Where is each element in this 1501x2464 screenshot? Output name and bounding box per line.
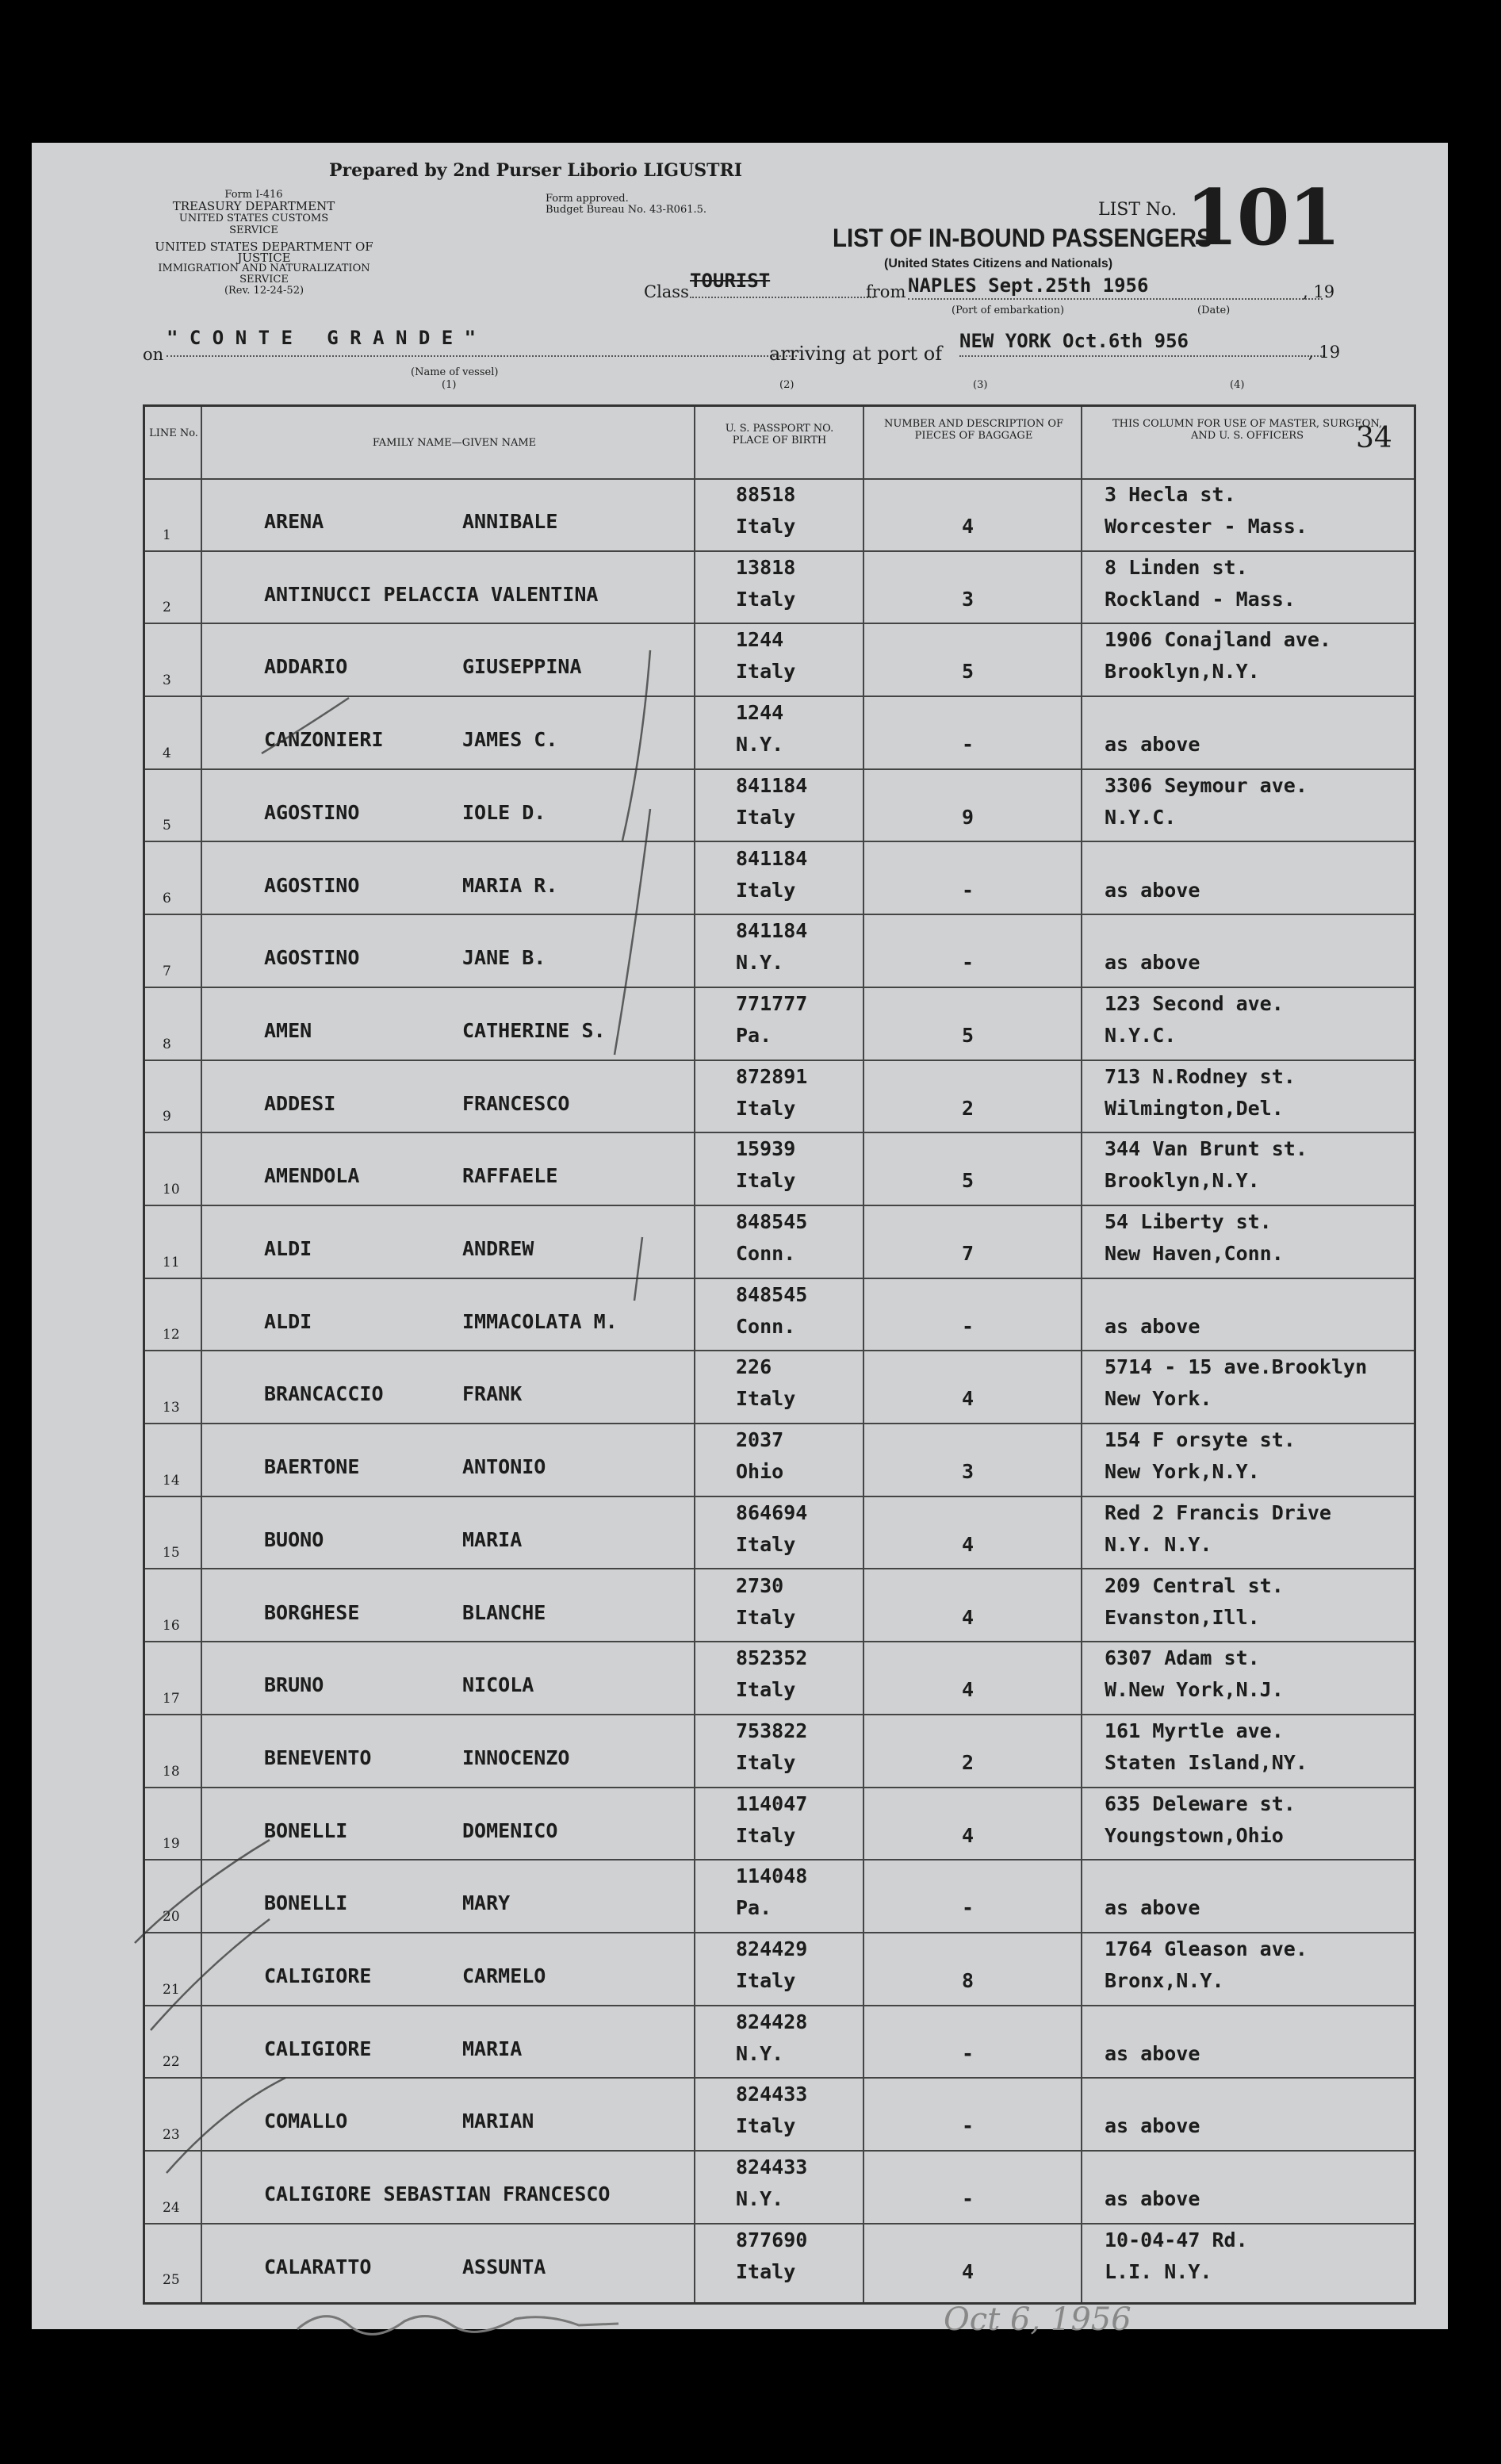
from-label: from: [866, 282, 906, 301]
given-name: FRANCESCO: [462, 1091, 570, 1115]
header-name: FAMILY NAME—GIVEN NAME: [372, 437, 537, 449]
address-line-1: 635 Deleware st.: [1105, 1791, 1296, 1815]
address-line-1: 209 Central st.: [1105, 1573, 1284, 1597]
baggage-count: 4: [962, 1605, 975, 1629]
address-line-2: Brooklyn,N.Y.: [1105, 660, 1260, 684]
line-number: 25: [163, 2272, 180, 2289]
baggage-count: 2: [962, 1750, 975, 1774]
passport-number: 114047: [736, 1791, 808, 1815]
baggage-count: 9: [962, 805, 975, 829]
baggage-count: -: [962, 878, 975, 902]
family-name: BRUNO: [264, 1673, 324, 1697]
passport-number: 114048: [736, 1864, 808, 1888]
justice-department: UNITED STATES DEPARTMENT OF JUSTICE: [155, 240, 373, 265]
baggage-count: 3: [962, 1460, 975, 1484]
given-name: MARIA: [462, 1527, 523, 1551]
passport-number: 824433: [736, 2156, 808, 2179]
embarkation-value: NAPLES Sept.25th 1956: [908, 274, 1323, 300]
family-name: CALIGIORE SEBASTIAN FRANCESCO: [264, 2182, 611, 2206]
address-line-1: 3 Hecla st.: [1105, 483, 1236, 506]
family-name: ADDARIO: [264, 655, 348, 679]
family-name: AGOSTINO: [264, 946, 360, 970]
family-name: BRANCACCIO: [264, 1382, 384, 1406]
signature: [293, 2301, 626, 2348]
family-name: CALIGIORE: [264, 2037, 372, 2060]
class-label: Class: [644, 282, 689, 301]
pencil-stroke-1: [622, 650, 650, 841]
address-line-2: N.Y. N.Y.: [1105, 1532, 1212, 1556]
year-prefix-1: , 19: [1303, 282, 1335, 301]
baggage-count: 5: [962, 1169, 975, 1193]
address-line-2: New Haven,Conn.: [1105, 1242, 1284, 1265]
family-name: AGOSTINO: [264, 800, 360, 824]
place-of-birth: Ohio: [736, 1460, 784, 1484]
baggage-count: -: [962, 1896, 975, 1920]
family-name: CANZONIERI: [264, 728, 384, 752]
manifest-page: [32, 143, 1448, 2338]
address-line-2: Evanston,Ill.: [1105, 1605, 1260, 1629]
address-line-2: as above: [1105, 733, 1200, 757]
address-line-2: L.I. N.Y.: [1105, 2259, 1212, 2283]
baggage-count: 8: [962, 1969, 975, 1992]
place-of-birth: N.Y.: [736, 2041, 784, 2065]
address-line-1: 5714 - 15 ave.Brooklyn: [1105, 1355, 1368, 1379]
passport-number: 2037: [736, 1428, 784, 1452]
passport-number: 2730: [736, 1573, 784, 1597]
place-of-birth: Pa.: [736, 1023, 772, 1047]
address-line-1: 713 N.Rodney st.: [1105, 1064, 1296, 1088]
baggage-count: -: [962, 733, 975, 757]
place-of-birth: Italy: [736, 1969, 796, 1992]
document-title: LIST OF IN-BOUND PASSENGERS: [833, 224, 1212, 252]
place-of-birth: Italy: [736, 1605, 796, 1629]
passport-number: 841184: [736, 773, 808, 797]
given-name: JANE B.: [462, 946, 546, 970]
given-name: MARY: [462, 1891, 511, 1915]
baggage-count: 4: [962, 1823, 975, 1847]
address-line-2: as above: [1105, 951, 1200, 975]
place-of-birth: Italy: [736, 1532, 796, 1556]
address-line-2: as above: [1105, 2041, 1200, 2065]
col-number-2: (2): [779, 379, 795, 391]
family-name: ARENA: [264, 510, 324, 533]
baggage-count: 5: [962, 660, 975, 684]
col-number-4: (4): [1230, 379, 1245, 391]
given-name: ANDREW: [462, 1237, 534, 1260]
baggage-count: 4: [962, 1678, 975, 1702]
line-number: 19: [163, 1836, 180, 1853]
given-name: INNOCENZO: [462, 1745, 570, 1769]
place-of-birth: Conn.: [736, 1314, 796, 1338]
address-line-1: 6307 Adam st.: [1105, 1646, 1260, 1670]
address-line-1: 8 Linden st.: [1105, 555, 1248, 579]
family-name: ADDESI: [264, 1091, 336, 1115]
address-line-1: 10-04-47 Rd.: [1105, 2228, 1248, 2251]
given-name: CARMELO: [462, 1964, 546, 1987]
vessel-name: " C O N T E G R A N D E ": [167, 327, 797, 357]
passport-number: 848545: [736, 1282, 808, 1306]
address-line-2: as above: [1105, 878, 1200, 902]
baggage-count: -: [962, 951, 975, 975]
line-number: 1: [163, 527, 171, 543]
passport-number: 848545: [736, 1210, 808, 1233]
passport-number: 852352: [736, 1646, 808, 1670]
place-of-birth: Italy: [736, 1096, 796, 1120]
list-no-label: LIST No.: [1098, 200, 1177, 220]
line-number: 15: [163, 1545, 180, 1562]
line-number: 21: [163, 1981, 180, 1998]
line-number: 10: [163, 1181, 180, 1198]
family-name: ANTINUCCI PELACCIA VALENTINA: [264, 582, 599, 606]
line-number: 8: [163, 1036, 171, 1052]
list-number: 101: [1185, 173, 1340, 262]
family-name: COMALLO: [264, 2110, 348, 2133]
line-number: 11: [163, 1254, 180, 1270]
place-of-birth: Conn.: [736, 1242, 796, 1265]
baggage-count: -: [962, 2041, 975, 2065]
given-name: BLANCHE: [462, 1600, 546, 1624]
baggage-count: -: [962, 1314, 975, 1338]
given-name: DOMENICO: [462, 1818, 558, 1842]
address-line-1: 123 Second ave.: [1105, 991, 1284, 1015]
line-number: 6: [163, 891, 171, 907]
address-line-1: 161 Myrtle ave.: [1105, 1719, 1284, 1742]
address-line-2: Youngstown,Ohio: [1105, 1823, 1284, 1847]
passport-number: 824428: [736, 2010, 808, 2033]
address-line-1: 1906 Conajland ave.: [1105, 628, 1331, 652]
family-name: AMEN: [264, 1018, 312, 1042]
family-name: BONELLI: [264, 1818, 348, 1842]
given-name: MARIAN: [462, 2110, 534, 2133]
line-number: 18: [163, 1763, 180, 1780]
place-of-birth: N.Y.: [736, 733, 784, 757]
family-name: ALDI: [264, 1237, 312, 1260]
address-line-2: Worcester - Mass.: [1105, 515, 1308, 538]
address-line-1: 344 Van Brunt st.: [1105, 1137, 1308, 1161]
col-number-3: (3): [973, 379, 988, 391]
place-of-birth: Italy: [736, 515, 796, 538]
check-mark-4: [167, 2078, 285, 2173]
address-line-2: Brooklyn,N.Y.: [1105, 1169, 1260, 1193]
passport-number: 13818: [736, 555, 796, 579]
place-of-birth: Italy: [736, 805, 796, 829]
place-of-birth: Italy: [736, 1169, 796, 1193]
address-line-2: as above: [1105, 2114, 1200, 2138]
address-line-2: Staten Island,NY.: [1105, 1750, 1308, 1774]
passport-number: 15939: [736, 1137, 796, 1161]
address-line-2: Bronx,N.Y.: [1105, 1969, 1224, 1992]
line-number: 3: [163, 673, 171, 689]
line-number: 22: [163, 2054, 180, 2071]
line-number: 14: [163, 1472, 180, 1489]
baggage-count: 7: [962, 1242, 975, 1265]
on-label: on: [143, 345, 164, 364]
address-line-1: 154 F orsyte st.: [1105, 1428, 1296, 1452]
line-number: 9: [163, 1109, 171, 1125]
line-number: 23: [163, 2127, 180, 2144]
place-of-birth: Italy: [736, 2114, 796, 2138]
side-number: 34: [1356, 422, 1392, 454]
family-name: BAERTONE: [264, 1455, 360, 1479]
col-number-1: (1): [442, 379, 457, 391]
given-name: MARIA R.: [462, 873, 558, 897]
passport-number: 753822: [736, 1719, 808, 1742]
given-name: MARIA: [462, 2037, 523, 2060]
family-name: BENEVENTO: [264, 1745, 372, 1769]
pencil-stroke-2: [615, 809, 650, 1055]
passport-number: 864694: [736, 1500, 808, 1524]
baggage-count: -: [962, 2187, 975, 2211]
address-line-1: 54 Liberty st.: [1105, 1210, 1272, 1233]
address-line-2: Wilmington,Del.: [1105, 1096, 1284, 1120]
passport-number: 1244: [736, 628, 784, 652]
passport-number: 771777: [736, 991, 808, 1015]
baggage-count: 3: [962, 587, 975, 611]
check-mark-3: [151, 1919, 270, 2030]
check-mark-1: [262, 698, 349, 753]
family-name: BUONO: [264, 1527, 324, 1551]
line-number: 5: [163, 818, 171, 834]
footer-date: Oct 6, 1956: [944, 2301, 1131, 2338]
place-of-birth: Italy: [736, 1750, 796, 1774]
baggage-count: 5: [962, 1023, 975, 1047]
place-of-birth: Italy: [736, 1823, 796, 1847]
passport-number: 226: [736, 1355, 772, 1379]
given-name: RAFFAELE: [462, 1164, 558, 1188]
given-name: ANNIBALE: [462, 510, 558, 533]
address-line-2: as above: [1105, 1314, 1200, 1338]
address-line-1: 1764 Gleason ave.: [1105, 1937, 1308, 1960]
given-name: JAMES C.: [462, 728, 558, 752]
passport-number: 824429: [736, 1937, 808, 1960]
pencil-stroke-3: [634, 1237, 642, 1301]
passport-number: 872891: [736, 1064, 808, 1088]
customs-service: UNITED STATES CUSTOMS SERVICE: [178, 213, 329, 236]
budget-bureau: Budget Bureau No. 43-R061.5.: [546, 204, 707, 216]
baggage-count: 4: [962, 515, 975, 538]
form-number: Form I-416: [224, 189, 283, 201]
place-of-birth: Italy: [736, 1387, 796, 1411]
passport-number: 88518: [736, 483, 796, 506]
address-line-2: Rockland - Mass.: [1105, 587, 1296, 611]
arriving-label: arriving at port of: [769, 343, 943, 365]
line-number: 24: [163, 2199, 180, 2216]
family-name: ALDI: [264, 1309, 312, 1333]
preparer-line: Prepared by 2nd Purser Liborio LIGUSTRI: [329, 160, 743, 181]
family-name: AMENDOLA: [264, 1164, 360, 1188]
passport-number: 877690: [736, 2228, 808, 2251]
baggage-count: 4: [962, 1532, 975, 1556]
line-number: 2: [163, 600, 171, 616]
line-number: 4: [163, 745, 171, 761]
class-value: TOURIST: [690, 270, 874, 298]
passport-number: 1244: [736, 701, 784, 725]
baggage-count: 4: [962, 2259, 975, 2283]
place-of-birth: Italy: [736, 1678, 796, 1702]
family-name: AGOSTINO: [264, 873, 360, 897]
family-name: CALIGIORE: [264, 1964, 372, 1987]
year-prefix-2: , 19: [1308, 343, 1341, 362]
given-name: IOLE D.: [462, 800, 546, 824]
line-number: 16: [163, 1618, 180, 1634]
passport-number: 841184: [736, 919, 808, 943]
form-approved: Form approved.: [546, 193, 629, 205]
arrival-value: NEW YORK Oct.6th 956: [959, 330, 1324, 357]
treasury-department: TREASURY DEPARTMENT: [172, 199, 335, 213]
given-name: CATHERINE S.: [462, 1018, 606, 1042]
given-name: ANTONIO: [462, 1455, 546, 1479]
address-line-2: New York.: [1105, 1387, 1212, 1411]
given-name: ASSUNTA: [462, 2255, 546, 2278]
document-subtitle: (United States Citizens and Nationals): [884, 257, 1113, 270]
header-passport: U. S. PASSPORT NO. PLACE OF BIRTH: [725, 423, 834, 446]
handwriting-marks: [32, 143, 1448, 2329]
line-number: 17: [163, 1690, 180, 1707]
address-line-2: New York,N.Y.: [1105, 1460, 1260, 1484]
family-name: CALARATTO: [264, 2255, 372, 2278]
place-of-birth: Italy: [736, 2259, 796, 2283]
baggage-count: 2: [962, 1096, 975, 1120]
place-of-birth: Italy: [736, 878, 796, 902]
line-number: 20: [163, 1908, 180, 1925]
check-mark-2: [135, 1840, 270, 1943]
place-of-birth: N.Y.: [736, 951, 784, 975]
passport-number: 824433: [736, 2083, 808, 2106]
header-line-no: LINE No.: [149, 427, 198, 439]
place-of-birth: N.Y.: [736, 2187, 784, 2211]
address-line-2: as above: [1105, 2187, 1200, 2211]
address-line-2: N.Y.C.: [1105, 805, 1177, 829]
place-of-birth: Italy: [736, 660, 796, 684]
family-name: BONELLI: [264, 1891, 348, 1915]
address-line-1: 3306 Seymour ave.: [1105, 773, 1308, 797]
line-number: 7: [163, 963, 171, 979]
address-line-2: N.Y.C.: [1105, 1023, 1177, 1047]
passport-number: 841184: [736, 846, 808, 870]
place-of-birth: Pa.: [736, 1896, 772, 1920]
given-name: GIUSEPPINA: [462, 655, 582, 679]
port-embarkation-caption: (Port of embarkation): [952, 305, 1065, 316]
date-caption: (Date): [1197, 305, 1231, 316]
given-name: NICOLA: [462, 1673, 534, 1697]
ins-service: IMMIGRATION AND NATURALIZATION SERVICE: [158, 262, 370, 285]
line-number: 12: [163, 1327, 180, 1343]
line-number: 13: [163, 1400, 180, 1416]
address-line-1: Red 2 Francis Drive: [1105, 1500, 1331, 1524]
revision-date: (Rev. 12-24-52): [224, 285, 304, 297]
baggage-count: -: [962, 2114, 975, 2138]
family-name: BORGHESE: [264, 1600, 360, 1624]
given-name: IMMACOLATA M.: [462, 1309, 618, 1333]
given-name: FRANK: [462, 1382, 523, 1406]
vessel-caption: (Name of vessel): [411, 366, 499, 378]
header-baggage: NUMBER AND DESCRIPTION OF PIECES OF BAGGAGE: [883, 418, 1063, 442]
place-of-birth: Italy: [736, 587, 796, 611]
address-line-2: as above: [1105, 1896, 1200, 1920]
address-line-2: W.New York,N.J.: [1105, 1678, 1284, 1702]
header-officers: THIS COLUMN FOR USE OF MASTER, SURGEON, AND U. S. OFFICERS: [1112, 418, 1383, 442]
baggage-count: 4: [962, 1387, 975, 1411]
signature-scrawl: [293, 2301, 626, 2341]
